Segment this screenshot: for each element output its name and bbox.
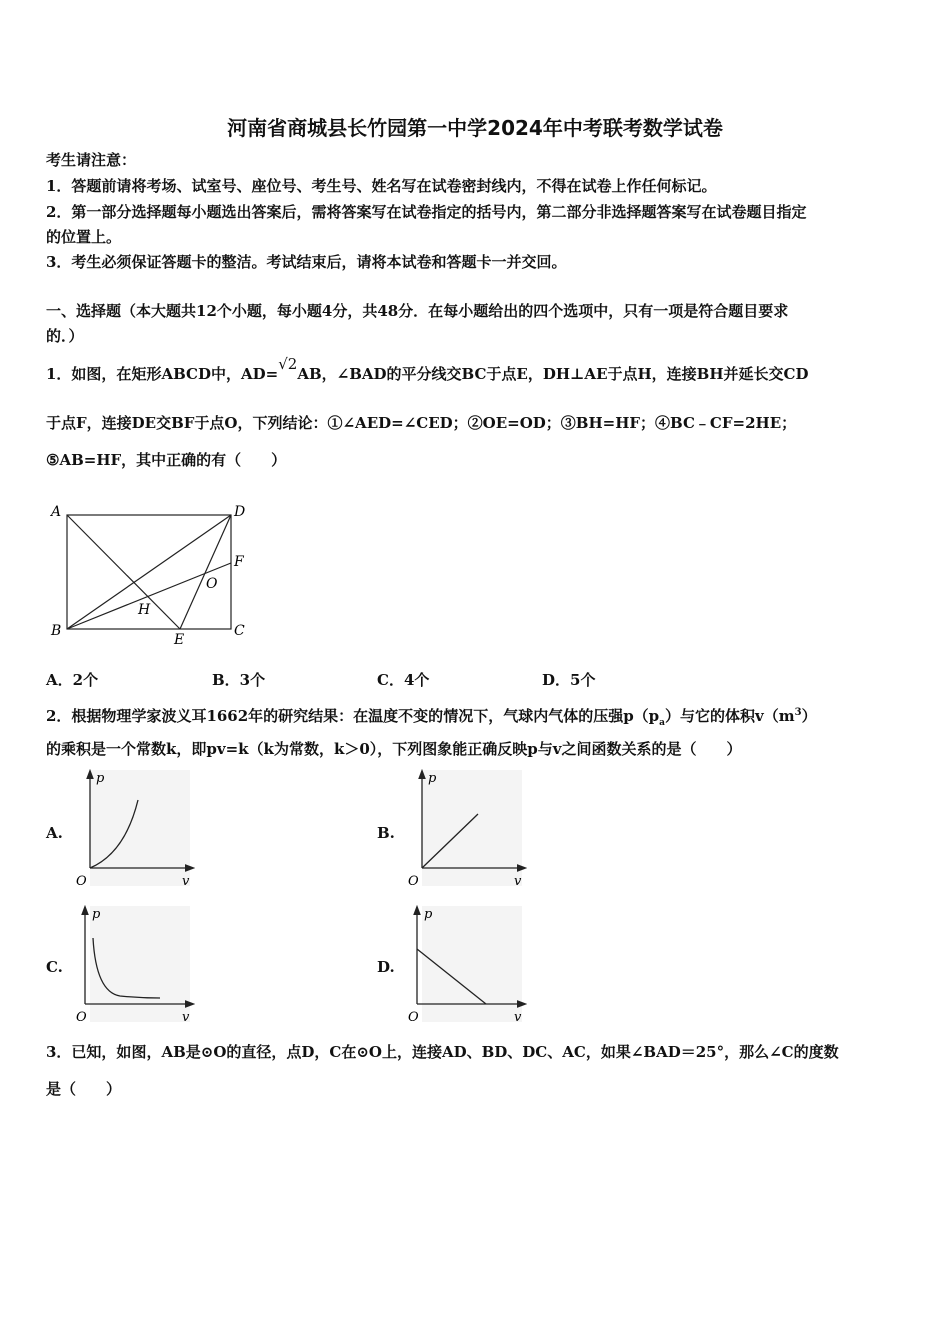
q1-option-d[interactable]: D．5个 xyxy=(542,671,596,689)
label-h: H xyxy=(138,602,151,618)
label-d: D xyxy=(234,504,246,520)
v-label: v xyxy=(514,1010,522,1025)
q1-option-c[interactable]: C．4个 xyxy=(377,671,430,689)
segment-ae xyxy=(67,515,180,629)
graph-c xyxy=(70,904,200,1026)
sqrt-two: √2 xyxy=(278,355,298,373)
label-a: A xyxy=(51,504,62,520)
q1-stem xyxy=(46,355,809,384)
notice-heading: 考生请注意： xyxy=(46,151,137,169)
q1-part-b: AB，∠BAD的平分线交BC于点E，DH⊥AE于点H，连接BH并延长交CD xyxy=(297,365,809,383)
label-c: C xyxy=(234,623,245,639)
p-label: p xyxy=(92,907,101,922)
graph-b xyxy=(402,768,532,890)
notice-item: 3．考生必须保证答题卡的整洁。考试结束后，请将本试卷和答题卡一并交回。 xyxy=(46,253,567,271)
q2-stem xyxy=(46,703,817,733)
q2-option-a[interactable]: A. xyxy=(46,824,63,842)
label-b: B xyxy=(51,623,62,639)
origin-label: O xyxy=(76,874,87,889)
label-o: O xyxy=(206,576,218,592)
p-label: p xyxy=(96,771,105,786)
section-heading: 一、选择题（本大题共12个小题，每小题4分，共48分．在每小题给出的四个选项中，只有一项是符合题目要求 xyxy=(46,302,789,320)
notice-item: 1．答题前请将考场、试室号、座位号、考生号、姓名写在试卷密封线内，不得在试卷上作任何标记。 xyxy=(46,177,717,195)
q2-option-d[interactable]: D. xyxy=(377,958,395,976)
notice-item: 2．第一部分选择题每小题选出答案后，需将答案写在试卷指定的括号内，第二部分非选择题答案写在试卷题目指定 xyxy=(46,203,807,221)
label-e: E xyxy=(174,632,185,648)
p-label: p xyxy=(428,771,437,786)
v-label: v xyxy=(182,874,190,889)
q2-option-c[interactable]: C. xyxy=(46,958,63,976)
q2-part-a: 2．根据物理学家波义耳1662年的研究结果：在温度不变的情况下，气球内气体的压强p（p xyxy=(46,707,660,725)
v-label: v xyxy=(514,874,522,889)
q2-option-b[interactable]: B. xyxy=(377,824,395,842)
q1-stem-line2: 于点F，连接DE交BF于点O，下列结论：①∠AED=∠CED；②OE=OD；③BH=HF；④BC﹣CF=2HE； xyxy=(46,414,797,432)
graph-d xyxy=(402,904,532,1026)
origin-label: O xyxy=(76,1010,87,1025)
section-heading-cont: 的．） xyxy=(46,327,84,345)
q1-option-b[interactable]: B．3个 xyxy=(212,671,266,689)
p-label: p xyxy=(424,907,433,922)
q2-stem-line2: 的乘积是一个常数k，即pv=k（k为常数，k＞0），下列图象能正确反映p与v之间函数关系的是（ ） xyxy=(46,740,742,758)
q1-figure xyxy=(46,498,256,650)
page-title: 河南省商城县长竹园第一中学2024年中考联考数学试卷 xyxy=(227,116,723,140)
q3-stem-line2: 是（ ） xyxy=(46,1080,122,1098)
notice-item: 的位置上。 xyxy=(46,228,122,246)
q1-stem-line3: ⑤AB=HF，其中正确的有（ ） xyxy=(46,451,287,469)
q1-part-a: 1．如图，在矩形ABCD中，AD= xyxy=(46,365,279,383)
label-f: F xyxy=(234,554,244,570)
volume-unit-sup: 3 xyxy=(794,707,802,718)
pressure-unit-sub: a xyxy=(659,718,666,728)
v-label: v xyxy=(182,1010,190,1025)
origin-label: O xyxy=(408,1010,419,1025)
origin-label: O xyxy=(408,874,419,889)
segment-bf xyxy=(67,563,231,629)
q2-part-c: ） xyxy=(801,707,817,725)
q2-part-b: ）与它的体积v（m xyxy=(665,707,795,725)
graph-a xyxy=(70,768,200,890)
q1-option-a[interactable]: A．2个 xyxy=(46,671,99,689)
q3-stem: 3．已知，如图，AB是⊙O的直径，点D，C在⊙O上，连接AD、BD、DC、AC，如果∠BAD＝25°，那么∠C的度数 xyxy=(46,1043,839,1061)
